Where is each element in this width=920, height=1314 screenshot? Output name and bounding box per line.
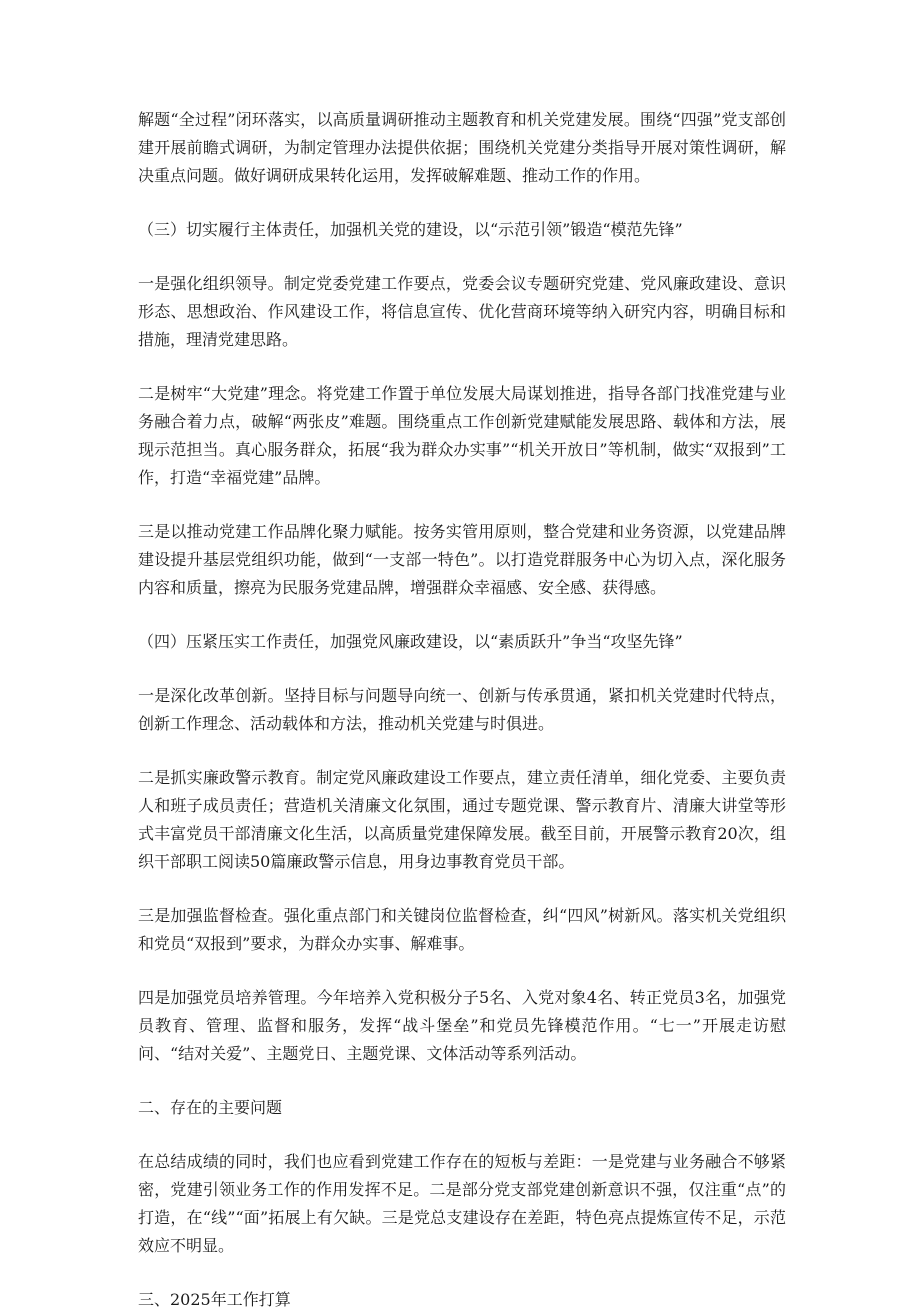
section-heading-3: （三）切实履行主体责任，加强机关党的建设，以“示范引领”锻造“模范先锋” bbox=[138, 220, 683, 239]
paragraph-problems: 在总结成绩的同时，我们也应看到党建工作存在的短板与差距：一是党建与业务融合不够紧密，党建引领业务工作的作用发挥不足。二是部分党支部党建创新意识不强，仅注重“点”的打造，在“线”“面”拓展上有欠缺。三是党总支建设存在差距，特色亮点提炼宣传不足，示范效应不明显。 bbox=[138, 1152, 786, 1255]
section-heading-4: （四）压紧压实工作责任，加强党风廉政建设，以“素质跃升”争当“攻坚先锋” bbox=[138, 632, 683, 651]
paragraph-branding: 三是以推动党建工作品牌化聚力赋能。按务实管用原则，整合党建和业务资源，以党建品牌建设提升基层党组织功能，做到“一支部一特色”。以打造党群服务中心为切入点，深化服务内容和质量，擦亮为民服务党建品牌，增强群众幸福感、安全感、获得感。 bbox=[138, 522, 786, 597]
document-page bbox=[138, 106, 786, 1314]
paragraph-research-closing: 解题“全过程”闭环落实，以高质量调研推动主题教育和机关党建发展。围绕“四强”党支部创建开展前瞻式调研，为制定管理办法提供依据；围绕机关党建分类指导开展对策性调研，解决重点问题。做好调研成果转化运用，发挥破解难题、推动工作的作用。 bbox=[138, 110, 786, 185]
paragraph-organization-leadership: 一是强化组织领导。制定党委党建工作要点，党委会议专题研究党建、党风廉政建设、意识形态、思想政治、作风建设工作，将信息宣传、优化营商环境等纳入研究内容，明确目标和措施，理清党建思路。 bbox=[138, 274, 786, 349]
paragraph-big-party-building: 二是树牢“大党建”理念。将党建工作置于单位发展大局谋划推进，指导各部门找准党建与业务融合着力点，破解“两张皮”难题。围绕重点工作创新党建赋能发展思路、载体和方法，展现示范担当。真心服务群众，拓展“我为群众办实事”“机关开放日”等机制，做实“双报到”工作，打造“幸福党建”品牌。 bbox=[138, 384, 786, 487]
paragraph-reform-innovation: 一是深化改革创新。坚持目标与问题导向统一、创新与传承贯通，紧扣机关党建时代特点，创新工作理念、活动载体和方法，推动机关党建与时俱进。 bbox=[138, 686, 786, 733]
section-heading-plan-2025: 三、2025年工作打算 bbox=[138, 1290, 291, 1309]
section-heading-problems: 二、存在的主要问题 bbox=[138, 1098, 283, 1117]
paragraph-integrity-education: 二是抓实廉政警示教育。制定党风廉政建设工作要点，建立责任清单，细化党委、主要负责人和班子成员责任；营造机关清廉文化氛围，通过专题党课、警示教育片、清廉大讲堂等形式丰富党员干部清廉文化生活，以高质量党建保障发展。截至目前，开展警示教育20次，组织干部职工阅读50篇廉政警示信息，用身边事教育党员干部。 bbox=[138, 768, 786, 871]
paragraph-supervision: 三是加强监督检查。强化重点部门和关键岗位监督检查，纠“四风”树新风。落实机关党组织和党员“双报到”要求，为群众办实事、解难事。 bbox=[138, 906, 786, 953]
paragraph-member-training: 四是加强党员培养管理。今年培养入党积极分子5名、入党对象4名、转正党员3名，加强党员教育、管理、监督和服务，发挥“战斗堡垒”和党员先锋模范作用。“七一”开展走访慰问、“结对关爱”、主题党日、主题党课、文体活动等系列活动。 bbox=[138, 988, 786, 1063]
